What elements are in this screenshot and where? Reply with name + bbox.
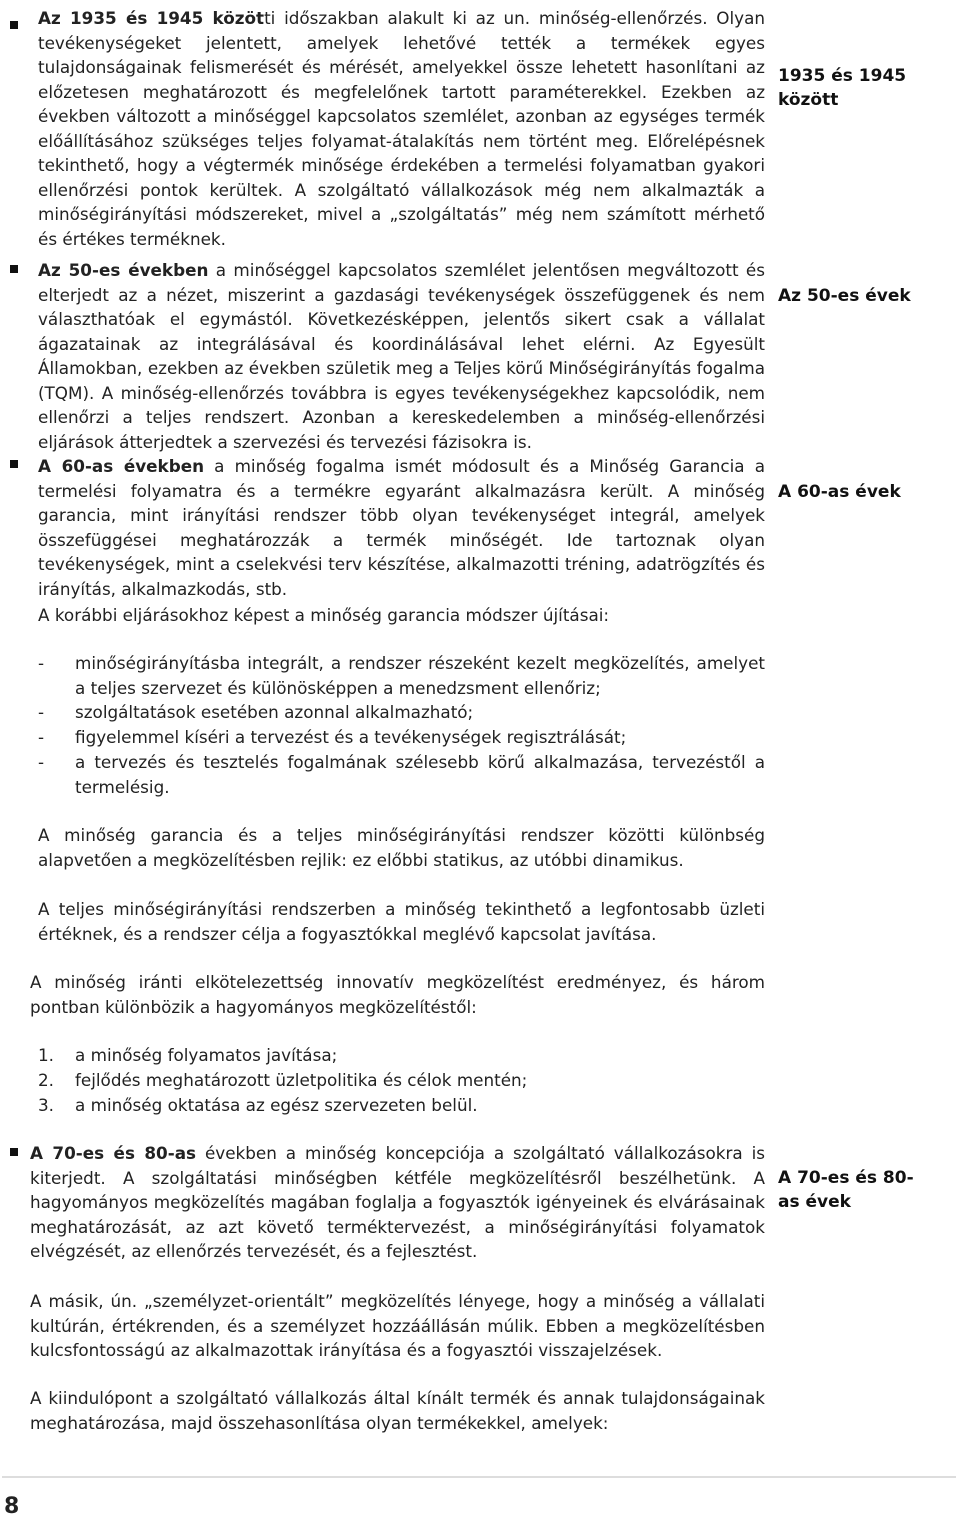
paragraph-70s-80s: [30, 1141, 765, 1264]
innovation-item: figyelemmel kíséri a tervezést és a tevékenységek regisztrálását;: [75, 727, 627, 747]
margin-note-70s-80s: A 70-es és 80-as évek: [778, 1168, 914, 1212]
text-70s-80s: években a minőség koncepciója a szolgáltató vállalkozásokra is kiterjedt. A szolgáltatási minőségben kétféle megközelítésről beszélhetünk. A hagyományos megközelítés magában foglalja a fogyasztók igényeinek és elvárásainak meghatározását, az azt követő terméktervezést, a minőségirányítási folyamatok elvégzését, az ellenőrzés tervezését, és a fejlesztést.: [30, 1143, 766, 1261]
lead-1935-1945: Az 1935 és 1945 közöt: [38, 8, 265, 28]
paragraph-50s: [38, 258, 765, 454]
dash-marker: -: [38, 702, 45, 722]
lead-70s-80s: A 70-es és 80-as: [30, 1143, 197, 1163]
list-number: 1.: [38, 1045, 55, 1065]
lead-50s: Az 50-es években: [38, 260, 209, 280]
paragraph-1935-1945: [38, 6, 765, 251]
text-1935-1945: ti időszakban alakult ki az un. minőség-ellenőrzés. Olyan tevékenységeket jelentett, amelyek lehetővé tették a termékek egyes tulajdonságainak felismerését és mérését, amelyekkel össze lehetett hasonlítani az előzetesen meghatározott és megfelelőnek tartott paraméterekkel. Ezekben az években változott a minőséggel kapcsolatos szemlélet, azonban az egységes termék előállításához szükséges teljes folyamat-átalakítás nem történt meg. Előrelépésnek tekinthető, hogy a végtermék minősége érdekében a termelési folyamatban gyakori ellenőrzési pontok kerültek. A szolgáltató vállalkozások még nem alkalmazták a minőségirányítási módszereket, mivel a „szolgáltatás” még nem számított mérhető és értékes terméknek.: [38, 8, 765, 249]
bullet-icon: [10, 21, 18, 29]
innovation-item: a tervezés és tesztelés fogalmának szélesebb körű alkalmazása, tervezéstől a termelésig.: [75, 752, 765, 797]
list-number: 2.: [38, 1070, 55, 1090]
bullet-icon: [10, 1148, 18, 1156]
page-number: 8: [4, 1494, 20, 1519]
text-60s: a minőség fogalma ismét módosult és a Minőség Garancia a termelési folyamatra és a termékre egyaránt alkalmazásra került. A minőség garancia, mint irányítási rendszer több olyan tevékenységet integrál, amelyek összefüggései meghatározzák a termék minőségét. Ide tartoznak olyan tevékenységek, mint a cselekvési terv készítése, alkalmazotti tréning, adatrögzítés és irányítás, alkalmazkodás, stb.: [38, 456, 765, 599]
margin-note-50s: Az 50-es évek: [778, 286, 911, 306]
paragraph-commitment: A minőség iránti elkötelezettség innovatív megközelítést eredményez, és három pontban különbözik a hagyományos megközelítéstől:: [30, 972, 765, 1017]
innovations-intro: A korábbi eljárásokhoz képest a minőség garancia módszer újításai:: [38, 605, 610, 625]
paragraph-difference: A minőség garancia és a teljes minőségirányítási rendszer közötti különbség alapvetően a megközelítésben rejlik: ez előbbi statikus, az utóbbi dinamikus.: [38, 825, 765, 870]
bullet-icon: [10, 265, 18, 273]
paragraph-60s: [38, 454, 765, 601]
numbered-item: a minőség oktatása az egész szervezeten belül.: [75, 1095, 478, 1115]
bullet-icon: [10, 460, 18, 468]
list-number: 3.: [38, 1095, 55, 1115]
paragraph-tqm-goal: A teljes minőségirányítási rendszerben a minőség tekinthető a legfontosabb üzleti értéknek, és a rendszer célja a fogyasztókkal meglévő kapcsolat javítása.: [38, 899, 765, 944]
innovation-item: minőségirányításba integrált, a rendszer részeként kezelt megközelítés, amelyet a teljes szervezet és különösképpen a menedzsment ellenőriz;: [75, 653, 765, 698]
lead-60s: A 60-as években: [38, 456, 205, 476]
dash-marker: -: [38, 752, 45, 772]
numbered-item: fejlődés meghatározott üzletpolitika és célok mentén;: [75, 1070, 528, 1090]
dash-marker: -: [38, 653, 45, 673]
text-50s: a minőséggel kapcsolatos szemlélet jelentősen megváltozott és elterjedt az a nézet, miszerint a gazdasági tevékenységek összefüggenek és nem választhatóak el egymástól. Következésképpen, jelentős sikert csak a vállalat ágazatainak az integrálásával és koordinálásával lehet elérni. Az Egyesült Államokban, ezekben az években születik meg a Teljes körű Minőségirányítás fogalma (TQM). A minőség-ellenőrzés továbbra is egyes tevékenységekhez kapcsolódik, nem ellenőrzi a teljes rendszert. Azonban a kereskedelemben a minőség-ellenőrzési eljárások átterjedtek a szervezési és tervezési fázisokra is.: [38, 260, 765, 452]
paragraph-starting-point: A kiindulópont a szolgáltató vállalkozás által kínált termék és annak tulajdonságainak meghatározása, majd összehasonlítása olyan termékekkel, amelyek:: [30, 1388, 765, 1433]
footer-divider: [2, 1476, 956, 1478]
margin-note-1935-1945: 1935 és 1945 között: [778, 66, 907, 110]
dash-marker: -: [38, 727, 45, 747]
margin-note-60s: A 60-as évek: [778, 482, 901, 502]
innovation-item: szolgáltatások esetében azonnal alkalmazható;: [75, 702, 474, 722]
numbered-item: a minőség folyamatos javítása;: [75, 1045, 338, 1065]
paragraph-staff-oriented: A másik, ún. „személyzet-orientált” megközelítés lényege, hogy a minőség a vállalati kultúrán, értékrenden, és a személyzet hozzáállásán múlik. Ebben a megközelítésben kulcsfontosságú az alkalmazottak irányítása és a fogyasztói visszajelzések.: [30, 1291, 765, 1360]
